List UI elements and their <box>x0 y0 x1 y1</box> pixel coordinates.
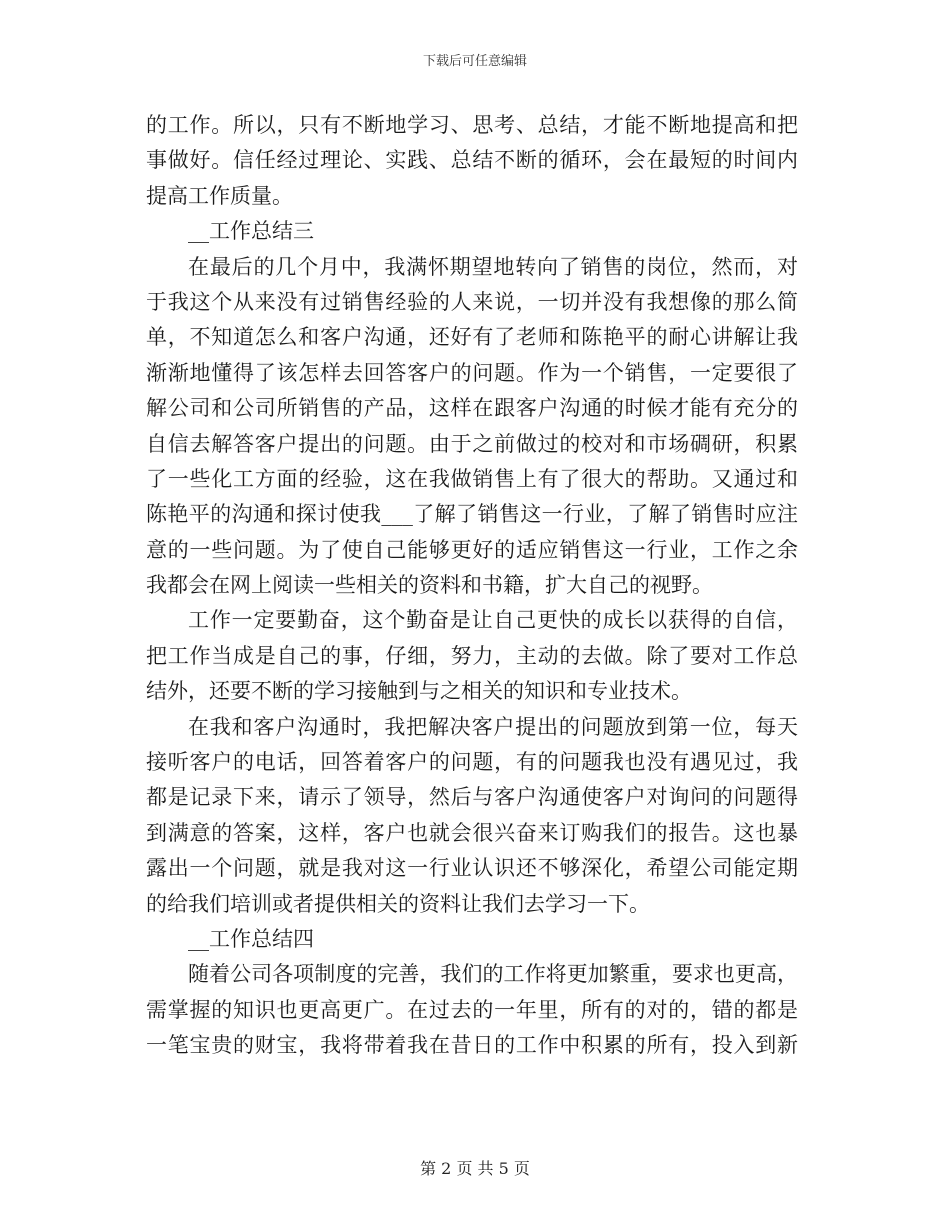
text-line: 解公司和公司所销售的产品，这样在跟客户沟通的时候才能有充分的 <box>146 396 798 421</box>
text-line: 意的一些问题。为了使自己能够更好的适应销售这一行业，工作之余 <box>146 537 798 562</box>
text-line: 到满意的答案，这样，客户也就会很兴奋来订购我们的报告。这也暴 <box>146 820 798 845</box>
section-heading: __工作总结三 <box>188 219 314 244</box>
text-line: 结外，还要不断的学习接触到与之相关的知识和专业技术。 <box>146 679 692 704</box>
text-line: 一笔宝贵的财宝，我将带着我在昔日的工作中积累的所有，投入到新 <box>146 1033 798 1058</box>
text-line: 提高工作质量。 <box>146 183 293 208</box>
text-line: 在我和客户沟通时，我把解决客户提出的问题放到第一位，每天 <box>188 714 798 739</box>
text-line: 需掌握的知识也更高更广。在过去的一年里，所有的对的，错的都是 <box>146 997 798 1022</box>
text-line: 露出一个问题，就是我对这一行业认识还不够深化，希望公司能定期 <box>146 856 798 881</box>
text-line: 于我这个从来没有过销售经验的人来说，一切并没有我想像的那么简 <box>146 289 798 314</box>
text-line: 的工作。所以，只有不断地学习、思考、总结，才能不断地提高和把 <box>146 113 798 137</box>
text-line: 陈艳平的沟通和探讨使我___了解了销售这一行业，了解了销售时应注 <box>146 502 798 527</box>
text-line: 单，不知道怎么和客户沟通，还好有了老师和陈艳平的耐心讲解让我 <box>146 325 798 350</box>
text-line: 我都会在网上阅读一些相关的资料和书籍，扩大自己的视野。 <box>146 573 713 598</box>
text-line: 接听客户的电话，回答着客户的问题，有的问题我也没有遇见过，我 <box>146 750 798 775</box>
page-header: 下载后可任意编辑 <box>422 54 527 69</box>
text-line: 的给我们培训或者提供相关的资料让我们去学习一下。 <box>146 891 650 916</box>
text-line: 了一些化工方面的经验，这在我做销售上有了很大的帮助。又通过和 <box>146 466 798 491</box>
section-heading: __工作总结四 <box>188 926 314 951</box>
text-line: 把工作当成是自己的事，仔细，努力，主动的去做。除了要对工作总 <box>146 643 798 668</box>
text-line: 事做好。信任经过理论、实践、总结不断的循环，会在最短的时间内 <box>146 148 798 173</box>
text-line: 随着公司各项制度的完善，我们的工作将更加繁重，要求也更高， <box>188 962 798 987</box>
page-footer: 第 2 页 共 5 页 <box>420 1159 530 1178</box>
document-body <box>146 108 798 1064</box>
text-line: 自信去解答客户提出的问题。由于之前做过的校对和市场碉研，积累 <box>146 431 798 456</box>
text-line: 都是记录下来，请示了领导，然后与客户沟通使客户对询问的问题得 <box>146 785 798 810</box>
text-line: 工作一定要勤奋，这个勤奋是让自己更快的成长以获得的自信， <box>188 608 798 633</box>
text-line: 在最后的几个月中，我满怀期望地转向了销售的岗位，然而，对 <box>188 254 798 279</box>
text-line: 渐渐地懂得了该怎样去回答客户的问题。作为一个销售，一定要很了 <box>146 360 798 385</box>
